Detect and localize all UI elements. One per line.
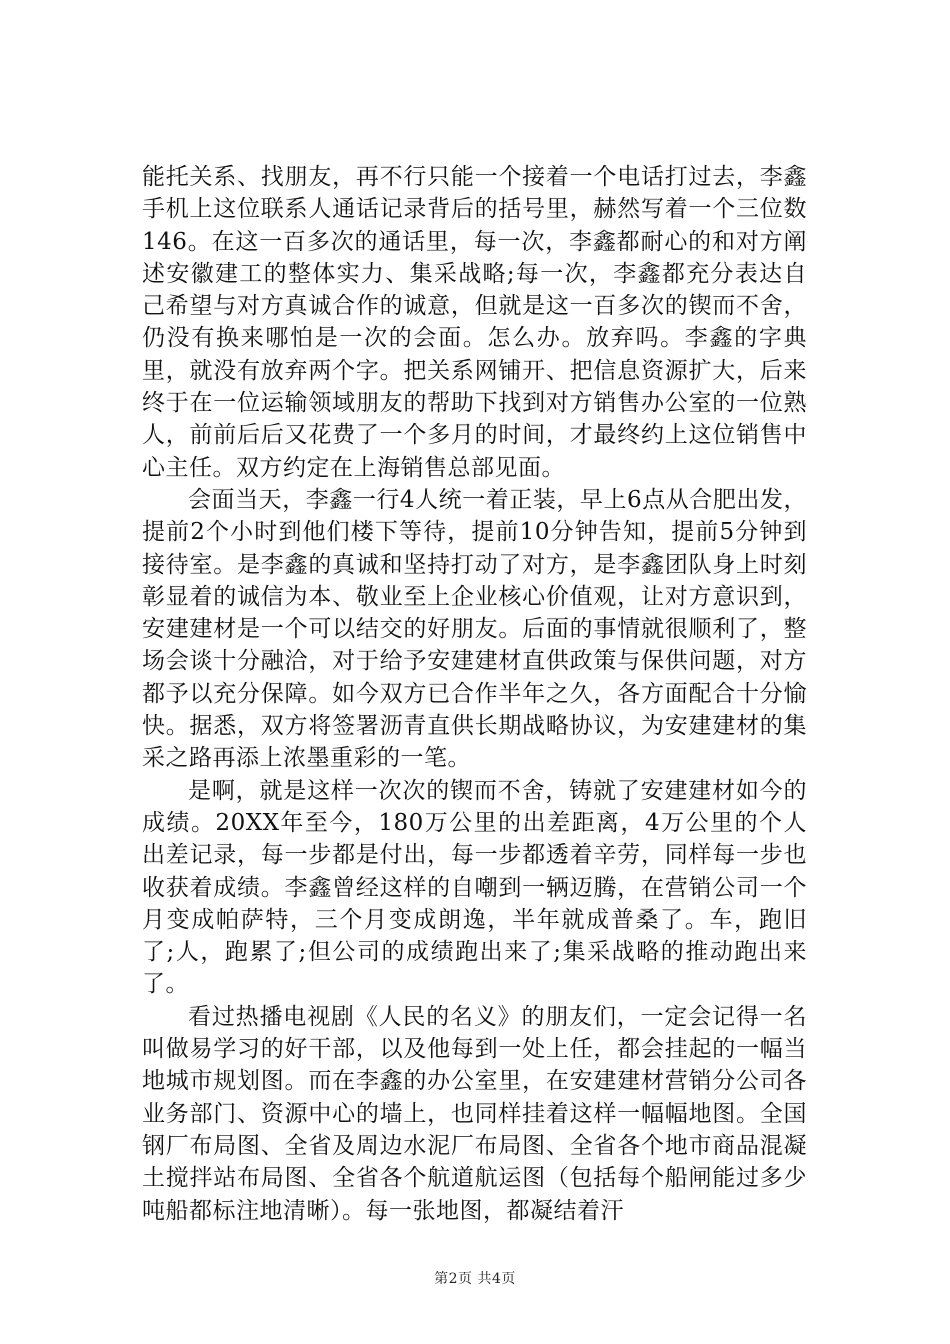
paragraph-maps: 看过热播电视剧《人民的名义》的朋友们，一定会记得一名叫做易学习的好干部，以及他每到一处上任，都会挂起的一幅当地城市规划图。而在李鑫的办公室里，在安建建材营销分公司各业务部门、资源中心的墙上，也同样挂着这样一幅幅地图。全国钢厂布局图、全省及周边水泥厂布局图、全省各个地市商品混凝土搅拌站布局图、全省各个航道航运图（包括每个船闸能过多少吨船都标注地清晰）。每一张地图，都凝结着汗 [142, 1003, 807, 1224]
paragraph-meeting: 会面当天，李鑫一行4人统一着正装，早上6点从合肥出发，提前2个小时到他们楼下等待，提前10分钟告知，提前5分钟到接待室。是李鑫的真诚和坚持打动了对方，是李鑫团队身上时刻彰显着的诚信为本、敬业至上企业核心价值观，让对方意识到，安建建材是一个可以结交的好朋友。后面的事情就很顺利了，整场会谈十分融洽，对于给予安建建材直供政策与保供问题，对方都予以充分保障。如今双方已合作半年之久，各方面配合十分愉快。据悉，双方将签署沥青直供长期战略协议，为安建建材的集采之路再添上浓墨重彩的一笔。 [142, 486, 807, 772]
body-text [142, 161, 807, 1227]
paragraph-continued: 能托关系、找朋友，再不行只能一个接着一个电话打过去，李鑫手机上这位联系人通话记录背后的括号里，赫然写着一个三位数146。在这一百多次的通话里，每一次，李鑫都耐心的和对方阐述安徽建工的整体实力、集采战略;每一次，李鑫都充分表达自己希望与对方真诚合作的诚意，但就是这一百多次的锲而不舍，仍没有换来哪怕是一次的会面。怎么办。放弃吗。李鑫的字典里，就没有放弃两个字。把关系网铺开、把信息资源扩大，后来终于在一位运输领域朋友的帮助下找到对方销售办公室的一位熟人，前前后后又花费了一个多月的时间，才最终约上这位销售中心主任。双方约定在上海销售总部见面。 [142, 164, 807, 481]
page-number-footer: 第2页 共4页 [434, 1271, 516, 1287]
paragraph-results: 是啊，就是这样一次次的锲而不舍，铸就了安建建材如今的成绩。20XX年至今，180万公里的出差距离，4万公里的个人出差记录，每一步都是付出，每一步都透着辛劳，同样每一步也收获着成绩。李鑫曾经这样的自嘲到一辆迈腾，在营销公司一个月变成帕萨特，三个月变成朗逸，半年就成普桑了。车，跑旧了;人，跑累了;但公司的成绩跑出来了;集采战略的推动跑出来了。 [142, 777, 807, 998]
